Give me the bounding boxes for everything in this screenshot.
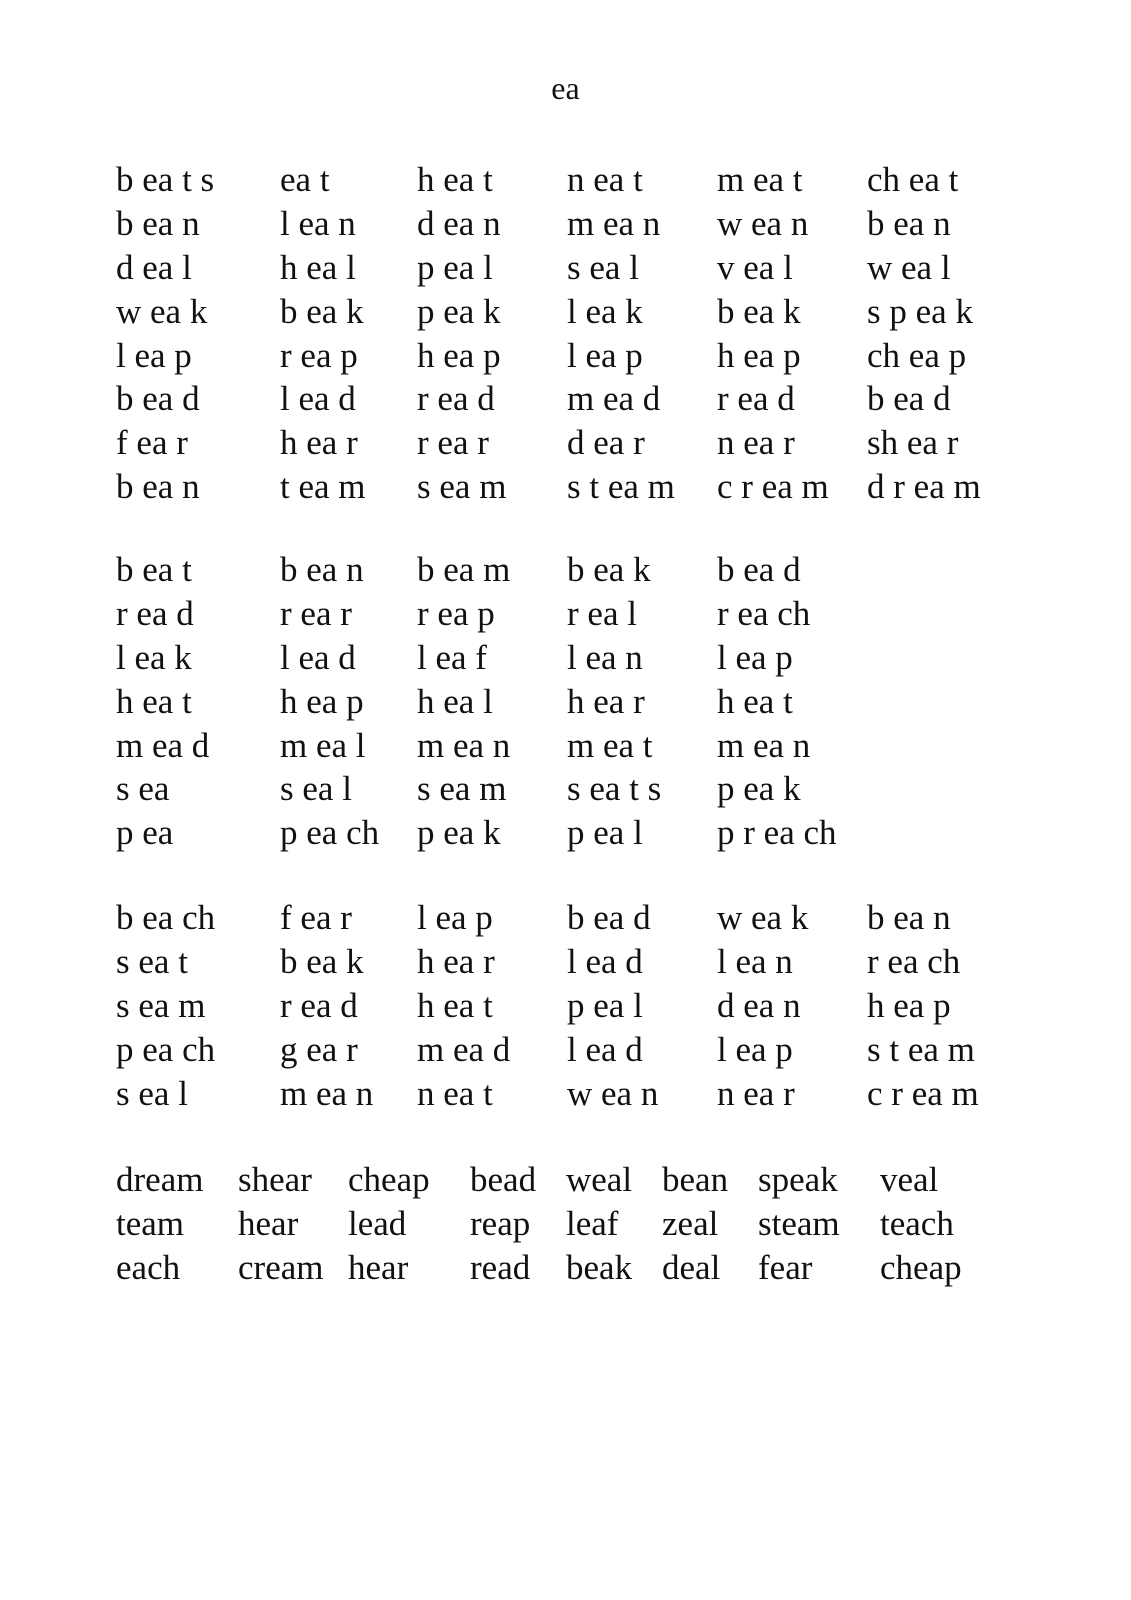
- word-cell: v ea l: [717, 247, 793, 287]
- word-cell: b ea k: [717, 291, 801, 331]
- word-cell: w ea n: [717, 204, 809, 244]
- word-cell: leaf: [566, 1204, 619, 1244]
- word-cell: b ea m: [417, 550, 511, 590]
- word-cell: r ea d: [116, 594, 194, 634]
- word-cell: sh ea r: [867, 423, 959, 463]
- word-cell: s t ea m: [567, 466, 675, 506]
- word-cell: h ea t: [417, 160, 493, 200]
- word-cell: n ea r: [717, 1073, 795, 1113]
- word-cell: l ea d: [567, 942, 643, 982]
- word-cell: r ea d: [280, 985, 358, 1025]
- word-row: [116, 679, 867, 723]
- word-cell: s ea m: [417, 769, 507, 809]
- word-row: [116, 636, 867, 680]
- word-cell: weal: [566, 1160, 633, 1200]
- word-row: [116, 289, 1007, 333]
- word-row: [116, 1071, 1007, 1115]
- word-cell: n ea r: [717, 423, 795, 463]
- word-cell: p ea k: [417, 291, 501, 331]
- word-cell: f ea r: [280, 898, 352, 938]
- word-cell: speak: [758, 1160, 838, 1200]
- word-cell: g ea r: [280, 1029, 358, 1069]
- page-title: ea: [551, 70, 580, 106]
- word-cell: lead: [348, 1204, 407, 1244]
- word-cell: p ea l: [567, 985, 643, 1025]
- word-cell: s ea m: [116, 985, 206, 1025]
- word-cell: c r ea m: [867, 1073, 979, 1113]
- word-cell: team: [116, 1204, 185, 1244]
- word-cell: r ea d: [717, 379, 795, 419]
- word-cell: ea t: [280, 160, 330, 200]
- word-cell: b ea n: [116, 204, 200, 244]
- word-grid-3: [116, 896, 1007, 1115]
- word-row: [116, 767, 867, 811]
- word-cell: fear: [758, 1247, 813, 1287]
- word-row: [116, 202, 1007, 246]
- word-cell: s ea m: [417, 466, 507, 506]
- word-cell: h ea l: [280, 247, 356, 287]
- word-cell: r ea r: [417, 423, 489, 463]
- word-cell: p ea l: [567, 813, 643, 853]
- word-cell: p ea: [116, 813, 174, 853]
- word-cell: c r ea m: [717, 466, 829, 506]
- word-cell: w ea l: [867, 247, 951, 287]
- word-cell: bean: [662, 1160, 729, 1200]
- word-row: [116, 548, 867, 592]
- word-cell: l ea p: [717, 1029, 793, 1069]
- word-row: [116, 723, 867, 767]
- word-cell: r ea p: [280, 335, 358, 375]
- word-cell: n ea t: [417, 1073, 493, 1113]
- word-grid-1: [116, 158, 1007, 508]
- word-cell: l ea d: [567, 1029, 643, 1069]
- word-cell: p ea k: [417, 813, 501, 853]
- word-cell: b ea d: [717, 550, 801, 590]
- word-row: [116, 421, 1007, 465]
- word-cell: m ea n: [717, 725, 811, 765]
- word-cell: b ea k: [567, 550, 651, 590]
- word-cell: h ea l: [417, 681, 493, 721]
- word-cell: reap: [470, 1204, 531, 1244]
- word-cell: b ea n: [867, 204, 951, 244]
- word-cell: w ea k: [717, 898, 809, 938]
- word-grid-2: [116, 548, 867, 855]
- word-cell: b ea t: [116, 550, 192, 590]
- word-row: [116, 246, 1007, 290]
- word-row: [116, 1202, 990, 1246]
- word-cell: l ea n: [280, 204, 356, 244]
- word-row: [116, 1246, 990, 1290]
- word-cell: h ea p: [417, 335, 501, 375]
- word-cell: l ea d: [280, 379, 356, 419]
- word-cell: read: [470, 1247, 531, 1287]
- word-cell: b ea k: [280, 942, 364, 982]
- word-cell: veal: [880, 1160, 939, 1200]
- word-cell: l ea d: [280, 637, 356, 677]
- word-cell: b ea d: [867, 379, 951, 419]
- word-cell: l ea f: [417, 637, 487, 677]
- word-cell: h ea r: [417, 942, 495, 982]
- word-cell: h ea r: [567, 681, 645, 721]
- word-row: [116, 984, 1007, 1028]
- word-cell: b ea n: [280, 550, 364, 590]
- word-cell: ch ea t: [867, 160, 959, 200]
- word-cell: m ea d: [417, 1029, 511, 1069]
- word-cell: p r ea ch: [717, 813, 837, 853]
- word-cell: d ea l: [116, 247, 192, 287]
- word-cell: b ea ch: [116, 898, 216, 938]
- word-cell: p ea ch: [116, 1029, 216, 1069]
- word-cell: l ea k: [116, 637, 192, 677]
- word-cell: each: [116, 1247, 181, 1287]
- word-row: [116, 333, 1007, 377]
- word-cell: s ea l: [116, 1073, 188, 1113]
- word-cell: s t ea m: [867, 1029, 975, 1069]
- word-row: [116, 940, 1007, 984]
- word-row: [116, 1158, 990, 1202]
- word-cell: zeal: [662, 1204, 719, 1244]
- word-cell: p ea ch: [280, 813, 380, 853]
- word-cell: d ea n: [417, 204, 501, 244]
- word-cell: cheap: [348, 1160, 430, 1200]
- word-cell: r ea ch: [867, 942, 961, 982]
- word-cell: b ea n: [867, 898, 951, 938]
- word-cell: hear: [348, 1247, 409, 1287]
- word-cell: l ea n: [567, 637, 643, 677]
- word-cell: l ea p: [116, 335, 192, 375]
- word-row: [116, 377, 1007, 421]
- word-cell: dream: [116, 1160, 204, 1200]
- word-cell: f ea r: [116, 423, 188, 463]
- word-cell: l ea n: [717, 942, 793, 982]
- word-cell: d ea n: [717, 985, 801, 1025]
- word-cell: b ea d: [116, 379, 200, 419]
- word-cell: h ea p: [280, 681, 364, 721]
- word-cell: shear: [238, 1160, 312, 1200]
- word-cell: h ea p: [717, 335, 801, 375]
- word-cell: m ea n: [417, 725, 511, 765]
- word-cell: r ea p: [417, 594, 495, 634]
- word-cell: m ea n: [280, 1073, 374, 1113]
- word-cell: h ea p: [867, 985, 951, 1025]
- word-cell: steam: [758, 1204, 840, 1244]
- word-cell: m ea l: [280, 725, 366, 765]
- word-cell: w ea n: [567, 1073, 659, 1113]
- word-cell: b ea n: [116, 466, 200, 506]
- word-cell: l ea p: [417, 898, 493, 938]
- word-cell: h ea r: [280, 423, 358, 463]
- word-cell: s p ea k: [867, 291, 973, 331]
- word-cell: m ea n: [567, 204, 661, 244]
- word-cell: d ea r: [567, 423, 645, 463]
- word-cell: cream: [238, 1247, 324, 1287]
- word-cell: s ea: [116, 769, 170, 809]
- word-cell: b ea k: [280, 291, 364, 331]
- word-cell: t ea m: [280, 466, 366, 506]
- word-cell: h ea t: [417, 985, 493, 1025]
- word-row: [116, 1027, 1007, 1071]
- word-cell: h ea t: [717, 681, 793, 721]
- word-cell: r ea ch: [717, 594, 811, 634]
- word-cell: r ea d: [417, 379, 495, 419]
- word-cell: hear: [238, 1204, 299, 1244]
- word-cell: l ea p: [567, 335, 643, 375]
- word-cell: s ea l: [280, 769, 352, 809]
- word-cell: m ea d: [567, 379, 661, 419]
- word-cell: w ea k: [116, 291, 208, 331]
- word-cell: m ea t: [567, 725, 653, 765]
- word-cell: teach: [880, 1204, 954, 1244]
- word-cell: p ea k: [717, 769, 801, 809]
- word-cell: p ea l: [417, 247, 493, 287]
- word-row: [116, 811, 867, 855]
- word-cell: m ea d: [116, 725, 210, 765]
- word-cell: bead: [470, 1160, 537, 1200]
- word-cell: ch ea p: [867, 335, 967, 375]
- word-cell: s ea t: [116, 942, 188, 982]
- word-cell: r ea r: [280, 594, 352, 634]
- word-cell: cheap: [880, 1247, 962, 1287]
- word-cell: b ea d: [567, 898, 651, 938]
- word-cell: deal: [662, 1247, 721, 1287]
- word-cell: b ea t s: [116, 160, 215, 200]
- word-row: [116, 896, 1007, 940]
- word-cell: n ea t: [567, 160, 643, 200]
- word-cell: d r ea m: [867, 466, 981, 506]
- word-cell: s ea t s: [567, 769, 662, 809]
- word-cell: l ea k: [567, 291, 643, 331]
- word-cell: m ea t: [717, 160, 803, 200]
- word-row: [116, 592, 867, 636]
- word-cell: r ea l: [567, 594, 637, 634]
- word-cell: h ea t: [116, 681, 192, 721]
- word-row: [116, 465, 1007, 509]
- word-cell: beak: [566, 1247, 633, 1287]
- word-cell: s ea l: [567, 247, 639, 287]
- word-row: [116, 158, 1007, 202]
- word-cell: l ea p: [717, 637, 793, 677]
- word-grid-4: [116, 1158, 990, 1289]
